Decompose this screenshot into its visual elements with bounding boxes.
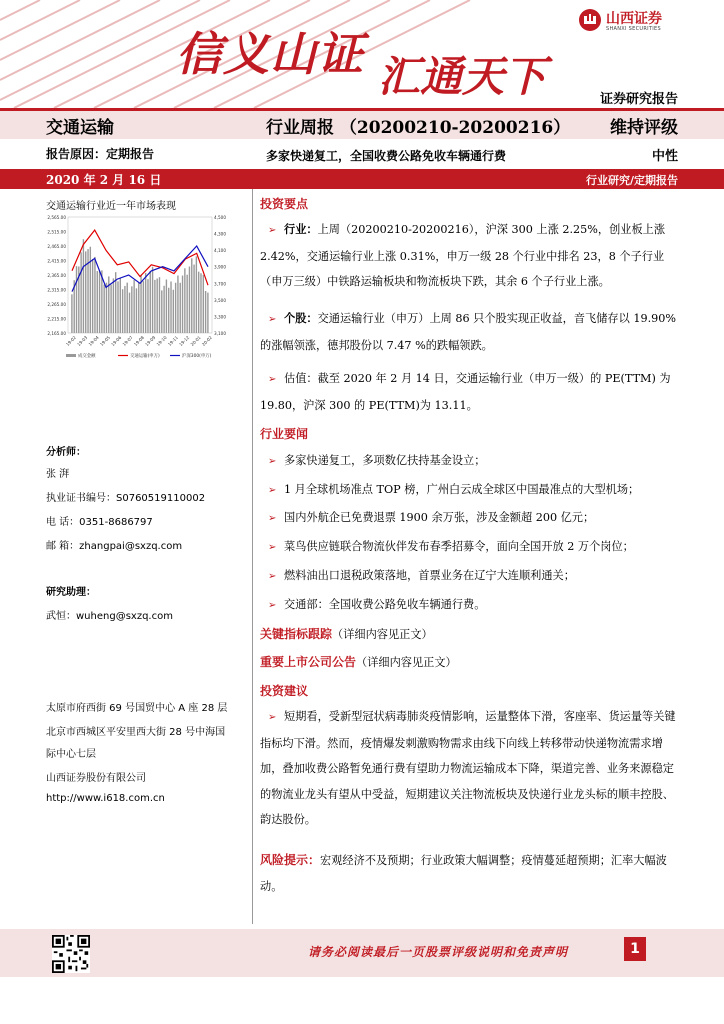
bullet-arrow-icon: ➢: [268, 600, 277, 611]
x-tick: 19-11: [166, 334, 180, 348]
legend-label: 成交金额: [78, 354, 96, 359]
logo-name: 山西证券: [606, 11, 662, 27]
x-tick: 19-07: [121, 334, 134, 348]
bullet-arrow-icon: ➢: [268, 485, 277, 496]
bullet-arrow-icon: ➢: [268, 571, 277, 582]
volume-bar: [110, 285, 111, 333]
investment-stocks: [260, 306, 684, 358]
volume-bar: [186, 275, 187, 333]
volume-bar: [85, 251, 86, 333]
bullet-arrow-icon: ➢: [268, 456, 277, 467]
y-tick-right: 4,500: [214, 215, 226, 220]
news-item: ➢ 交通部：全国收费公路免收车辆通行费。: [260, 596, 684, 612]
volume-bar: [117, 281, 118, 333]
bullet-arrow-icon: ➢: [268, 314, 277, 325]
legend-label: 沪深300(申万): [182, 354, 212, 359]
volume-bar: [90, 247, 91, 333]
volume-bar: [191, 258, 192, 333]
report-reason: 报告原因：定期报告: [46, 147, 155, 161]
bullet-arrow-icon: ➢: [268, 542, 277, 553]
y-tick-left: 2,565.00: [47, 215, 66, 220]
x-tick: 19-03: [76, 334, 89, 348]
legend-label: 交通运输(申万): [130, 354, 160, 359]
column-divider: [252, 189, 253, 924]
address-taiyuan: 太原市府西街 69 号国贸中心 A 座 28 层: [46, 703, 228, 714]
advice-heading: 投资建议: [260, 684, 309, 698]
bullet-arrow-icon: ➢: [268, 513, 277, 524]
report-type: 证券研究报告: [599, 92, 678, 107]
rating-label: 维持评级: [610, 118, 678, 138]
bullet-arrow-icon: ➢: [268, 374, 277, 385]
analyst-phone: 电 话：0351-8686797: [46, 517, 153, 528]
risk-warning: [260, 848, 684, 899]
x-tick: 19-10: [155, 334, 168, 348]
notice-link[interactable]: 重要上市公司公告（详细内容见正文）: [260, 655, 457, 669]
advice-text: ➢ 短期看，受新型冠状病毒肺炎疫情影响，运量整体下滑，客座率、货运量等关键指标均下滑。然而，疫情爆发刺激购物需求由线下向线上转移带动快递物流需求增加，叠加收费公路暂免通行费有望助力物流运输成本下降，渠道完善、业务来源稳定的物流业龙头有望从中受益，短期建议关注物流板块及快递行业龙头标的顺丰控股、韵达股份。: [260, 704, 684, 833]
y-tick-right: 3,900: [214, 264, 226, 270]
footer: [0, 929, 724, 1024]
volume-bar: [147, 279, 148, 333]
investment-valuation: [260, 366, 684, 418]
volume-bar: [83, 239, 84, 333]
volume-bar: [97, 271, 98, 333]
assistant-label: 研究助理：: [46, 587, 96, 598]
sidebar: [0, 189, 252, 929]
news-item: ➢ 多家快递复工，多项数亿扶持基金设立；: [260, 452, 684, 468]
y-tick-right: 3,100: [214, 331, 226, 336]
volume-bar: [203, 275, 204, 333]
news-heading: 行业要闻: [260, 427, 309, 441]
volume-bar: [145, 273, 146, 333]
company-logo: [578, 6, 708, 36]
analyst-label: 分析师：: [46, 447, 86, 458]
plot-area: [68, 217, 212, 333]
y-tick-left: 2,365.00: [47, 273, 66, 278]
x-tick: 19-05: [98, 334, 112, 348]
address-beijing-1: 北京市西城区平安里西大街 28 号中海国: [46, 727, 226, 738]
volume-bar: [92, 259, 93, 333]
y-tick-right: 3,300: [214, 314, 226, 320]
volume-bar: [177, 276, 178, 333]
volume-bar: [87, 249, 88, 333]
volume-bar: [193, 265, 194, 333]
volume-bar: [189, 267, 190, 333]
volume-bar: [182, 276, 183, 333]
address-beijing-2: 际中心七层: [46, 749, 96, 760]
volume-bar: [150, 271, 151, 333]
volume-bar: [200, 273, 201, 333]
title-row: [0, 111, 724, 139]
stocks-label: 个股：: [284, 311, 318, 325]
industry-name: 交通运输: [46, 118, 114, 138]
x-tick: 19-09: [144, 334, 157, 348]
x-tick: 19-12: [178, 334, 191, 348]
volume-bar: [170, 282, 171, 333]
y-tick-left: 2,215.00: [47, 316, 66, 322]
subtitle-row: [0, 139, 724, 169]
volume-bar: [152, 267, 153, 333]
volume-bar: [138, 282, 139, 333]
volume-bar: [99, 271, 100, 333]
x-tick: 20-02: [200, 334, 214, 348]
risk-label: 风险提示：: [260, 853, 321, 867]
y-tick-left: 2,165.00: [47, 331, 66, 336]
volume-bar: [122, 289, 123, 333]
y-tick-left: 2,315.00: [47, 287, 66, 293]
y-tick-left: 2,515.00: [47, 229, 66, 235]
volume-bar: [175, 283, 176, 333]
volume-bar: [166, 280, 167, 333]
bullet-arrow-icon: ➢: [268, 712, 277, 723]
bullet-arrow-icon: ➢: [268, 225, 277, 236]
volume-bar: [136, 288, 137, 333]
y-tick-right: 3,700: [214, 281, 226, 287]
investment-heading: 投资要点: [260, 197, 309, 211]
x-tick: 19-06: [110, 334, 123, 348]
x-tick: 19-04: [87, 334, 100, 348]
volume-bar: [131, 286, 132, 333]
news-item: ➢ 1 月全球机场准点 TOP 榜，广州白云成全球区中国最准点的大型机场；: [260, 481, 684, 497]
assistant-info[interactable]: 武恒：wuheng@sxzq.com: [46, 611, 173, 622]
slogan-part1: 信义山证: [176, 27, 364, 81]
chart-title: 交通运输行业近一年市场表现: [46, 201, 176, 212]
volume-bar: [71, 294, 72, 333]
volume-bar: [101, 270, 102, 333]
y-tick-right: 4,100: [214, 248, 226, 254]
y-tick-right: 3,500: [214, 297, 226, 303]
news-item: ➢ 燃料油出口退税政策落地，首票业务在辽宁大连顺利通关；: [260, 567, 684, 583]
volume-bar: [120, 278, 121, 333]
stocks-text: 交通运输行业（申万）上周 86 只个股实现正收益，音飞储存以 19.90%的涨幅领涨，德邦股份以 7.47 %的跌幅领跌。: [260, 312, 677, 352]
header-banner: [0, 0, 724, 108]
x-tick: 19-02: [64, 334, 78, 348]
date-bar: [0, 169, 724, 189]
volume-bar: [129, 293, 130, 333]
market-chart: [40, 213, 240, 363]
volume-bar: [184, 268, 185, 333]
risk-text: 宏观经济不及预期；行业政策大幅调整；疫情蔓延超预期；汇率大幅波动。: [260, 854, 667, 893]
volume-bar: [80, 252, 81, 333]
volume-bar: [196, 256, 197, 333]
volume-bar: [198, 272, 199, 333]
x-tick: 20-01: [189, 334, 202, 348]
x-tick: 19-08: [132, 334, 146, 348]
valuation-text: 估值：截至 2020 年 2 月 14 日，交通运输行业（申万一级）的 PE(TTM) 为 19.80，沪深 300 的 PE(TTM)为 13.11。: [260, 372, 671, 412]
volume-bar: [154, 280, 155, 333]
company-website[interactable]: http://www.i618.com.cn: [46, 793, 165, 804]
logo-en: SHANXI SECURITIES: [606, 26, 661, 32]
analyst-name: 张 湃: [46, 469, 70, 480]
disclaimer: 请务必阅读最后一页股票评级说明和免责声明: [308, 945, 569, 959]
analyst-email[interactable]: 邮 箱：zhangpai@sxzq.com: [46, 541, 183, 552]
industry-label: 行业：: [284, 222, 318, 236]
y-tick-right: 4,300: [214, 231, 226, 237]
volume-bar: [156, 279, 157, 333]
qr-code-icon[interactable]: [52, 935, 90, 973]
news-item: ➢ 菜鸟供应链联合物流伙伴发布春季招募令，面向全国开放 2 万个岗位；: [260, 538, 684, 554]
logo-mark-icon: [578, 8, 602, 32]
rating-value: 中性: [651, 149, 678, 164]
slogan-part2: 汇通天下: [378, 52, 547, 101]
volume-bar: [103, 284, 104, 333]
weekly-title: 行业周报 （20200210-20200216）: [266, 118, 571, 138]
volume-bar: [205, 291, 206, 333]
industry-text: 上周（20200210-20200216），沪深 300 上涨 2.25%，创业板上涨 2.42%，交通运输行业上涨 0.31%，申万一级 28 个行业中排名 23，8 个子行业（申万三级）中铁路运输板块和物流板块下跌，其余 6 个子行业上涨。: [260, 223, 666, 288]
analyst-cert: 执业证书编号：S0760519110002: [46, 493, 206, 504]
news-item: ➢ 国内外航企已免费退票 1900 余万张，涉及金额超 200 亿元；: [260, 509, 684, 525]
volume-bar: [163, 286, 164, 333]
volume-bar: [207, 293, 208, 333]
volume-bar: [173, 290, 174, 333]
volume-bar: [159, 277, 160, 333]
y-tick-left: 2,465.00: [47, 244, 66, 249]
volume-bar: [180, 283, 181, 333]
volume-bar: [76, 266, 77, 333]
volume-bar: [94, 257, 95, 333]
volume-bar: [143, 281, 144, 333]
y-tick-left: 2,415.00: [47, 258, 66, 264]
headline: 多家快递复工，全国收费公路免收车辆通行费: [266, 149, 507, 163]
legend-swatch: [66, 354, 76, 357]
volume-bar: [133, 280, 134, 333]
volume-bar: [106, 283, 107, 333]
y-tick-left: 2,265.00: [47, 302, 66, 307]
volume-bar: [124, 286, 125, 333]
kpi-link[interactable]: 关键指标跟踪（详细内容见正文）: [260, 627, 433, 641]
report-date: 2020 年 2 月 16 日: [46, 173, 162, 187]
investment-industry: [260, 217, 684, 295]
volume-bar: [113, 278, 114, 333]
volume-bar: [161, 290, 162, 333]
report-category: 行业研究/定期报告: [585, 174, 678, 187]
company-name: 山西证券股份有限公司: [46, 773, 146, 784]
page-number: 1: [624, 937, 646, 961]
volume-bar: [127, 283, 128, 333]
volume-bar: [168, 288, 169, 333]
